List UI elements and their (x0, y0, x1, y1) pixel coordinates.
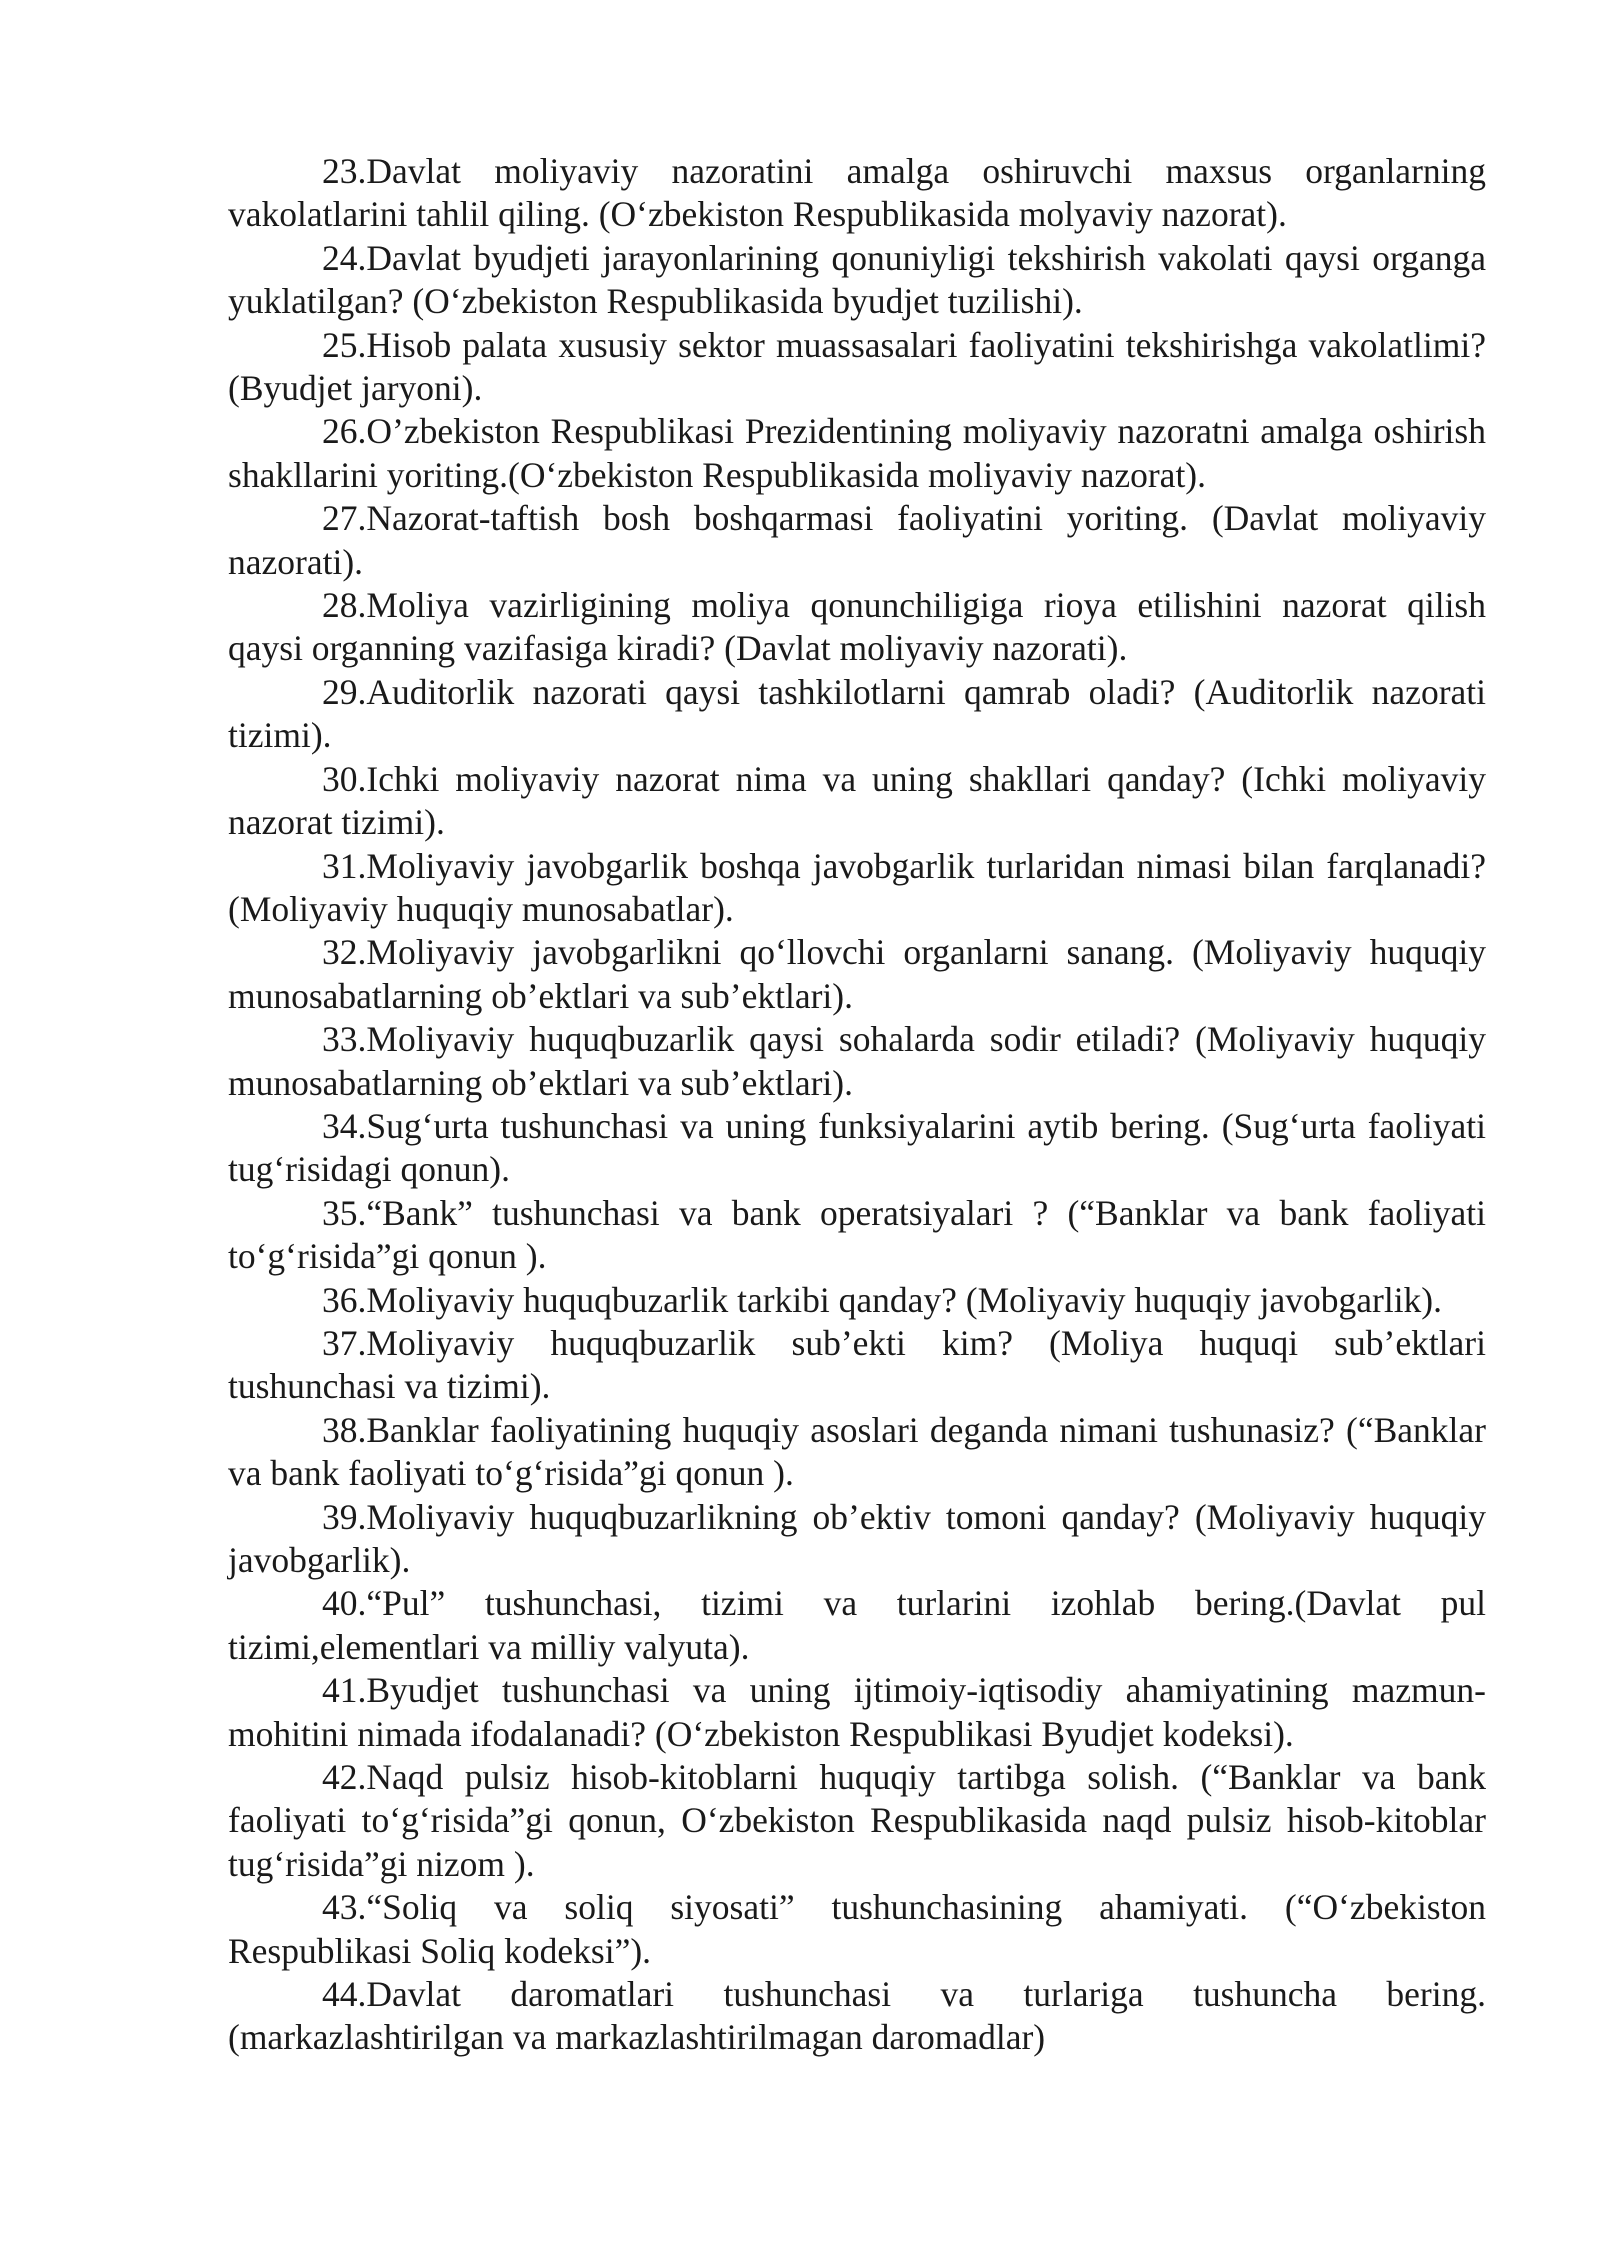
question-item-32: 32.Moliyaviy javobgarlikni qo‘llovchi organlarni sanang. (Moliyaviy huquqiy munosabatlarning ob’ektlari va sub’ektlari). (228, 932, 1486, 1016)
question-item-26: 26.O’zbekiston Respublikasi Prezidentining moliyaviy nazoratni amalga oshirish shakllarini yoriting.(O‘zbekiston Respublikasida moliyaviy nazorat). (228, 411, 1486, 495)
question-item-43: 43.“Soliq va soliq siyosati” tushunchasining ahamiyati. (“O‘zbekiston Respublikasi Soliq kodeksi”). (228, 1887, 1486, 1971)
question-item-25: 25.Hisob palata xususiy sektor muassasalari faoliyatini tekshirishga vakolatlimi? (Byudjet jaryoni). (228, 324, 1486, 409)
question-item-36: 36.Moliyaviy huquqbuzarlik tarkibi qanday? (Moliyaviy huquqiy javobgarlik). (322, 1279, 1443, 1320)
question-item-41: 41.Byudjet tushunchasi va uning ijtimoiy-iqtisodiy ahamiyatining mazmun-mohitini nimada ifodalanadi? (O‘zbekiston Respublikasi Byudjet kodeksi). (228, 1670, 1486, 1754)
question-item-40: 40.“Pul” tushunchasi, tizimi va turlarini izohlab bering.(Davlat pul tizimi,elementlari va milliy valyuta). (228, 1583, 1486, 1667)
question-item-37: 37.Moliyaviy huquqbuzarlik sub’ekti kim? (Moliya huquqi sub’ektlari tushunchasi va tizimi). (228, 1322, 1486, 1407)
question-item-29: 29.Auditorlik nazorati qaysi tashkilotlarni qamrab oladi? (Auditorlik nazorati tizimi). (228, 671, 1486, 756)
question-item-27: 27.Nazorat-taftish bosh boshqarmasi faoliyatini yoriting. (Davlat moliyaviy nazorati). (228, 498, 1486, 582)
question-item-23: 23.Davlat moliyaviy nazoratini amalga oshiruvchi maxsus organlarning vakolatlarini tahlil qiling. (O‘zbekiston Respublikasida molyaviy nazorat). (228, 151, 1486, 235)
question-item-30: 30.Ichki moliyaviy nazorat nima va uning shakllari qanday? (Ichki moliyaviy nazorat tizimi). (228, 758, 1486, 843)
question-item-39: 39.Moliyaviy huquqbuzarlikning ob’ektiv tomoni qanday? (Moliyaviy huquqiy javobgarlik). (228, 1496, 1486, 1580)
question-item-42: 42.Naqd pulsiz hisob-kitoblarni huquqiy tartibga solish. (“Banklar va bank faoliyati to‘g‘risida”gi qonun, O‘zbekiston Respublikasida naqd pulsiz hisob-kitoblar tug‘risida”gi nizom ). (228, 1757, 1486, 1884)
question-item-44: 44.Davlat daromatlari tushunchasi va turlariga tushuncha bering. (markazlashtirilgan va markazlashtirilmagan daromadlar) (228, 1974, 1486, 2058)
question-item-28: 28.Moliya vazirligining moliya qonunchiligiga rioya etilishini nazorat qilish qaysi organning vazifasiga kiradi? (Davlat moliyaviy nazorati). (228, 585, 1486, 669)
question-item-33: 33.Moliyaviy huquqbuzarlik qaysi sohalarda sodir etiladi? (Moliyaviy huquqiy munosabatlarning ob’ektlari va sub’ektlari). (228, 1019, 1486, 1103)
question-item-34: 34.Sug‘urta tushunchasi va uning funksiyalarini aytib bering. (Sug‘urta faoliyati tug‘risidagi qonun). (228, 1105, 1486, 1190)
question-item-35: 35.“Bank” tushunchasi va bank operatsiyalari ? (“Banklar va bank faoliyati to‘g‘risida”gi qonun ). (228, 1192, 1486, 1277)
question-item-38: 38.Banklar faoliyatining huquqiy asoslari deganda nimani tushunasiz? (“Banklar va bank faoliyati to‘g‘risida”gi qonun ). (228, 1409, 1486, 1494)
question-item-24: 24.Davlat byudjeti jarayonlarining qonuniyligi tekshirish vakolati qaysi organga yuklatilgan? (O‘zbekiston Respublikasida byudjet tuzilishi). (228, 237, 1486, 322)
question-item-31: 31.Moliyaviy javobgarlik boshqa javobgarlik turlaridan nimasi bilan farqlanadi? (Moliyaviy huquqiy munosabatlar). (228, 845, 1486, 929)
question-list (228, 150, 1486, 2060)
